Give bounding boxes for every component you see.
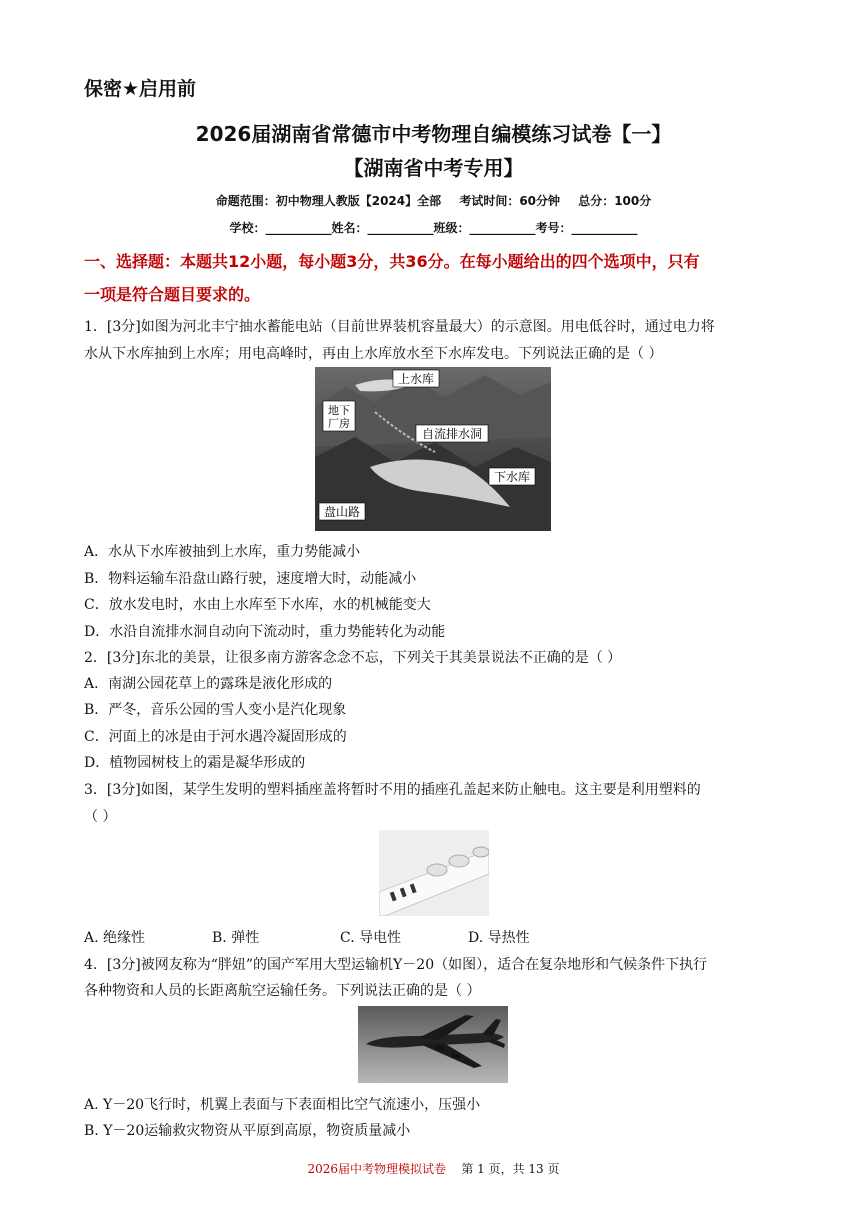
footer-page-info: 第 1 页，共 13 页 (461, 1162, 560, 1176)
label-lower-reservoir: 下水库 (493, 470, 531, 484)
meta-time: 考试时间：60分钟 (459, 194, 561, 208)
student-info-line: 学校：___________姓名：___________班级：___________考号：___________ (229, 221, 638, 235)
q3-figure-power-strip (379, 830, 489, 916)
q1-option-d: D．水沿自流排水洞自动向下流动时，重力势能转化为动能 (84, 624, 446, 640)
q3-stem-line1: 3．[3分]如图，某学生发明的塑料插座盖将暂时不用的插座孔盖起来防止触电。这主要是利用塑料的 (84, 782, 701, 798)
q3-option-b: B. 弹性 (212, 930, 260, 946)
exam-title: 2026届湖南省常德市中考物理自编模练习试卷【一】 (195, 122, 672, 146)
q1-option-c: C．放水发电时，水由上水库至下水库，水的机械能变大 (84, 597, 431, 613)
meta-scope: 命题范围：初中物理人教版【2024】全部 (215, 194, 442, 208)
q2-option-d: D．植物园树枝上的霜是凝华形成的 (84, 755, 306, 771)
exam-subtitle: 【湖南省中考专用】 (343, 156, 524, 180)
q3-option-a: A. 绝缘性 (84, 930, 146, 946)
label-plant-2: 厂房 (328, 417, 350, 430)
footer-exam-name: 2026届中考物理模拟试卷 (307, 1162, 447, 1176)
label-upper-reservoir: 上水库 (397, 372, 435, 386)
q2-option-a: A．南湖公园花草上的露珠是液化形成的 (84, 676, 333, 692)
q1-option-b: B．物料运输车沿盘山路行驶，速度增大时，动能减小 (84, 571, 417, 587)
q3-option-c: C. 导电性 (340, 930, 402, 946)
q1-stem-line2: 水从下水库抽到上水库；用电高峰时，再由上水库放水至下水库发电。下列说法正确的是（ ） (84, 346, 663, 362)
confidential-label: 保密★启用前 (84, 78, 197, 100)
q2-option-c: C．河面上的冰是由于河水遇冷凝固形成的 (84, 729, 347, 745)
section-heading-cont: 一项是符合题目要求的。 (84, 285, 261, 304)
q3-stem-line2: （ ） (84, 809, 117, 825)
label-plant-1: 地下 (328, 404, 350, 417)
label-mountain-road: 盘山路 (323, 505, 361, 519)
q1-option-a: A．水从下水库被抽到上水库，重力势能减小 (84, 544, 361, 560)
q4-stem-line1: 4．[3分]被网友称为“胖妞”的国产军用大型运输机Y－20（如图），适合在复杂地形和气候条件下执行 (84, 957, 708, 973)
section-heading: 一、选择题：本题共12小题，每小题3分，共36分。在每小题给出的四个选项中，只有 (84, 252, 700, 271)
q2-stem: 2．[3分]东北的美景，让很多南方游客念念不忘，下列关于其美景说法不正确的是（ ） (84, 650, 622, 666)
q2-option-b: B．严冬，音乐公园的雪人变小是汽化现象 (84, 702, 347, 718)
exam-meta (0, 192, 867, 209)
meta-score: 总分：100分 (578, 194, 652, 208)
q3-options (84, 927, 596, 947)
q3-option-d: D. 导热性 (468, 930, 530, 946)
q1-figure-power-station (315, 367, 551, 531)
q1-stem-line1: 1．[3分]如图为河北丰宁抽水蓄能电站（目前世界装机容量最大）的示意图。用电低谷时，通过电力将 (84, 319, 715, 335)
label-drain-tunnel: 自流排水洞 (421, 427, 483, 441)
q4-figure-transport-aircraft (358, 1006, 508, 1083)
q4-stem-line2: 各种物资和人员的长距离航空运输任务。下列说法正确的是（ ） (84, 983, 481, 999)
q4-option-b: B. Y－20运输救灾物资从平原到高原，物资质量减小 (84, 1123, 411, 1139)
page-footer (0, 1160, 867, 1177)
q4-option-a: A. Y－20飞行时，机翼上表面与下表面相比空气流速小，压强小 (84, 1097, 481, 1113)
